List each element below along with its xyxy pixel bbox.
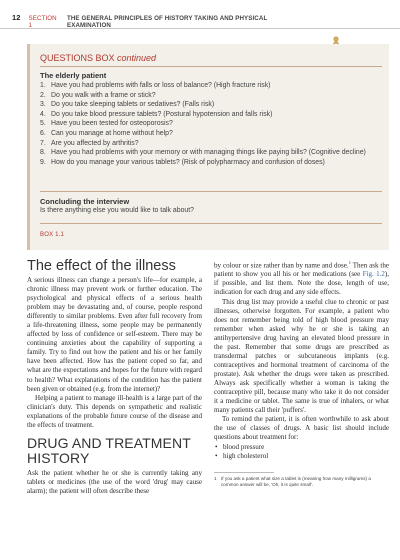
questions-box-title-suffix: continued bbox=[117, 53, 157, 63]
footnote-divider bbox=[214, 472, 274, 473]
concluding-heading: Concluding the interview bbox=[40, 197, 130, 206]
body-paragraph: Helping a patient to manage ill-health is a large part of the clinician's duty. This depends on sympathetic and realistic explanations of the probable future course of the disease and the effects of treatment. bbox=[27, 393, 202, 429]
questions-box bbox=[27, 44, 389, 250]
section-label: SECTION 1 bbox=[28, 15, 57, 29]
question-item: 3. Do you take sleeping tablets or sedatives? (Falls risk) bbox=[40, 101, 215, 109]
questions-box-mid-rule bbox=[40, 191, 382, 192]
question-item: 2. Do you walk with a frame or stick? bbox=[40, 91, 156, 99]
footnote-reference[interactable]: 1 bbox=[348, 260, 351, 265]
questions-box-title bbox=[40, 53, 156, 63]
footnote-mark: 1 bbox=[214, 476, 217, 482]
body-paragraph: Ask the patient whether he or she is currently taking any tablets or medicines (the use of the word 'drug' may cause alarm); the patient will often describe these bbox=[27, 468, 202, 495]
body-paragraph: To remind the patient, it is often worthwhile to ask about the use of classes of drugs. A basic list should include questions about treatment for: bbox=[214, 415, 389, 442]
list-item: • high cholesterol bbox=[214, 452, 389, 461]
body-paragraph: by colour or size rather than by name and dose.$^1$ Then ask the patient to show you all his or her medications (see Fig. 1.2), if possible, and list them. Note the dose, length of use, indication for each drug and any side effects. bbox=[214, 260, 389, 297]
question-item: 4. Do you take blood pressure tablets? (Postural hypotension and falls risk) bbox=[40, 110, 273, 118]
body-paragraph: This drug list may provide a useful clue to chronic or past illnesses, otherwise forgotten. For example, a patient who does not remember being told of high blood pressure may remember when asked why he or she is taking an antihypertensive drug having an elevated blood pressure in the past. Remember that some drugs are prescribed as transdermal patches or subcutaneous implants (e.g. contraceptives and hormonal treatment of carcinoma of the prostate). Ask whether the drugs were taken as prescribed. Always ask specifically whether a woman is taking the contraceptive pill, because many who take it do not consider it a medicine or tablet. The same is true of inhalers, or what many patients call their 'puffers'. bbox=[214, 297, 389, 415]
left-column bbox=[27, 258, 202, 496]
footnote bbox=[214, 476, 389, 488]
questions-box-title-main: QUESTIONS BOX bbox=[40, 53, 115, 63]
effect-of-illness-heading: The effect of the illness bbox=[27, 258, 176, 274]
running-head bbox=[12, 13, 312, 29]
header-divider bbox=[0, 28, 400, 29]
right-column bbox=[214, 258, 389, 488]
treatment-list bbox=[214, 443, 389, 461]
question-item: 5. Have you been tested for osteoporosis? bbox=[40, 120, 173, 128]
body-paragraph: A serious illness can change a person's life—for example, a chronic illness may prevent work or further education. The psychological and physical effects of a serious health problem may be devastating and, of course, people respond differently to similar problems. Even after full recovery from a life-threatening illness, some people may be permanently affected by loss of confidence or self-esteem. There may be continuing anxieties about the capability of supporting a family. Try to find out how the patient and his or her family have been affected. How has the patient coped so far, and what are the expectations and hopes for the future with regard to health? What explanations of the condition has the patient been given or obtained (e.g. from the internet)? bbox=[27, 276, 202, 393]
figure-link[interactable]: Fig. 1.2 bbox=[362, 270, 385, 279]
question-item: 6. Can you manage at home without help? bbox=[40, 129, 173, 137]
drug-history-heading: DRUG AND TREATMENT HISTORY bbox=[27, 434, 191, 466]
closing-question: Is there anything else you would like to talk about? bbox=[40, 207, 194, 214]
questions-box-title-rule bbox=[40, 66, 382, 67]
question-item: 8. Have you had problems with your memory or with managing things like paying bills? (Cognitive decline) bbox=[40, 149, 366, 157]
elderly-patient-heading: The elderly patient bbox=[40, 71, 107, 80]
question-item: 9. How do you manage your various tablets? (Risk of polypharmacy and confusion of doses) bbox=[40, 158, 325, 166]
question-list bbox=[40, 81, 380, 167]
page-number: 12 bbox=[12, 13, 21, 22]
question-item: 1. Have you had problems with falls or loss of balance? (High fracture risk) bbox=[40, 82, 271, 89]
questions-box-bottom-rule bbox=[40, 223, 382, 224]
list-item: • blood pressure bbox=[214, 443, 389, 452]
question-item: 7. Are you affected by arthritis? bbox=[40, 139, 139, 147]
box-label: BOX 1.1 bbox=[40, 232, 65, 238]
footnote-text: If you ask a patient what size a tablet is (meaning how many milligrams) a common answer will be, 'Oh, it is quite small'. bbox=[221, 476, 371, 488]
section-title: THE GENERAL PRINCIPLES OF HISTORY TAKING AND PHYSICAL EXAMINATION bbox=[66, 15, 268, 29]
